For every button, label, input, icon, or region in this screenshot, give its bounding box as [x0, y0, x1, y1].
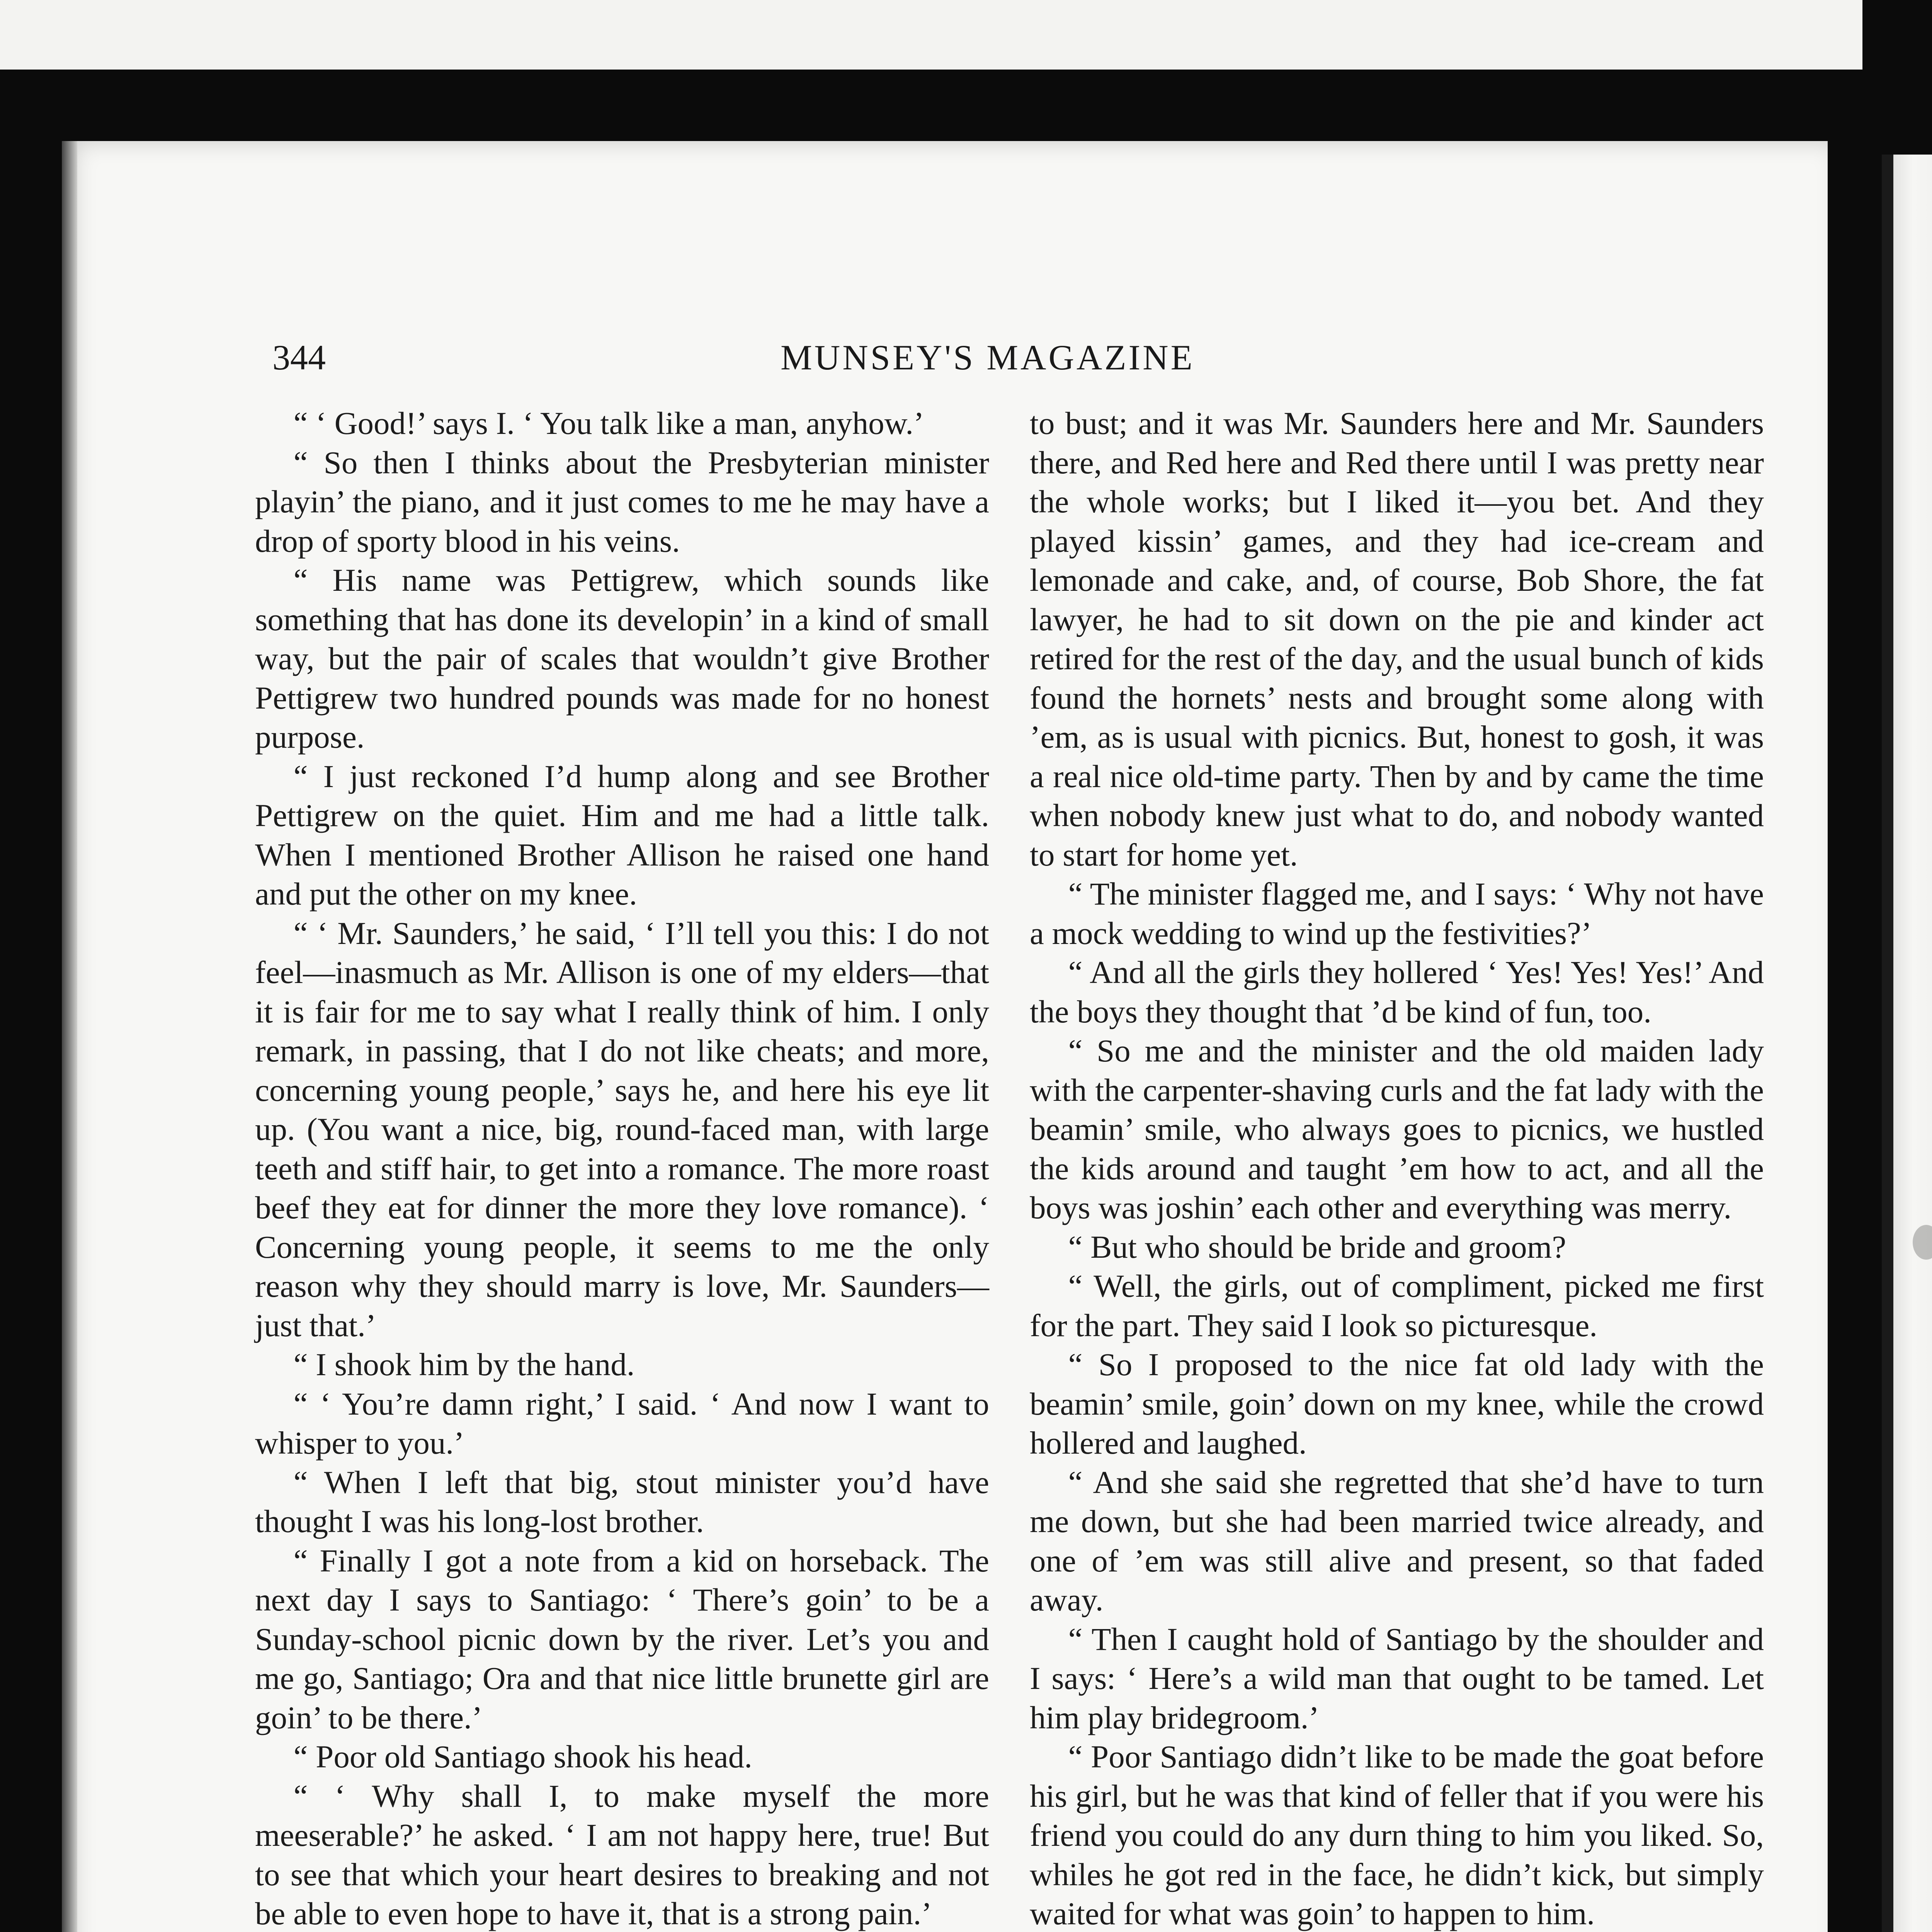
paragraph: “ ‘ Good!’ says I. ‘ You talk like a man, anyhow.’	[293, 405, 924, 441]
magazine-title: MUNSEY'S MAGAZINE	[781, 338, 1195, 377]
paragraph: “ So me and the minister and the old maiden lady with the carpenter-shaving curls and the fat lady with the beamin’ smile, who always goes to picnics, we hustled the kids around and taught ’em how to act, and all the boys was joshin’ each other and everything was merry.	[1030, 1033, 1764, 1225]
right-page-edge	[1882, 155, 1932, 1932]
paragraph: “ I shook him by the hand.	[293, 1347, 635, 1382]
paragraph: “ So I proposed to the nice fat old lady with the beamin’ smile, goin’ down on my knee, while the crowd hollered and laughed.	[1030, 1347, 1764, 1461]
paragraph: “ And she said she regretted that she’d have to turn me down, but she had been married twice already, and one of ’em was still alive and present, so that faded away.	[1030, 1464, 1764, 1617]
paragraph: to bust; and it was Mr. Saunders here and Mr. Saunders there, and Red here and Red there until I was pretty near the whole works; but I liked it—you bet. And they played kissin’ games, and they had ice-cream and lemonade and cake, and, of course, Bob Shore, the fat lawyer, he had to sit down on the pie and kinder act retired for the rest of the day, and the usual bunch of kids found the hornets’ nests and brought some along with ’em, as is usual with picnics. But, honest to gosh, it was a real nice old-time party. Then by and by came the time when nobody knew just what to do, and nobody wanted to start for home yet.	[1030, 405, 1764, 872]
adjacent-page-strip	[0, 0, 1862, 70]
paragraph: “ And all the girls they hollered ‘ Yes! Yes! Yes!’ And the boys they thought that ’d be kind of fun, too.	[1030, 954, 1764, 1029]
paragraph: “ ‘ Mr. Saunders,’ he said, ‘ I’ll tell you this: I do not feel—inasmuch as Mr. Allison is one of my elders—that it is fair for me to say what I really think of him. I only remark, in passing, that I do not like cheats; and more, concerning young people,’ says he, and here his eye lit up. (You want a nice, big, round-faced man, with large teeth and stiff hair, to get into a romance. The more roast beef they eat for dinner the more they love romance). ‘ Concerning young people, it seems to me the only reason why they should marry is love, Mr. Saunders—just that.’	[255, 915, 989, 1343]
paragraph: “ Well, the girls, out of compliment, picked me first for the part. They said I look so picturesque.	[1030, 1268, 1764, 1343]
paragraph: “ His name was Pettigrew, which sounds like something that has done its developin’ in a kind of small way, but the pair of scales that wouldn’t give Brother Pettigrew two hundred pounds was made for no honest purpose.	[255, 562, 989, 755]
paragraph: “ I just reckoned I’d hump along and see Brother Pettigrew on the quiet. Him and me had a little talk. When I mentioned Brother Allison he raised one hand and put the other on my knee.	[255, 758, 989, 912]
paragraph: “ Poor Santiago didn’t like to be made the goat before his girl, but he was that kind of feller that if you were his friend you could do any durn thing to him you liked. So, whiles he got red in the face, he didn’t kick, but simply waited for what was goin’ to happen to him.	[1030, 1739, 1764, 1931]
paragraph: “ But who should be bride and groom?	[1068, 1229, 1566, 1265]
page-number: 344	[272, 338, 326, 377]
paragraph: “ Poor old Santiago shook his head.	[293, 1739, 752, 1774]
paragraph: “ The minister flagged me, and I says: ‘ Why not have a mock wedding to wind up the festivities?’	[1030, 876, 1764, 951]
paragraph: “ Then I caught hold of Santiago by the shoulder and I says: ‘ Here’s a wild man that ought to be tamed. Let him play bridegroom.’	[1030, 1621, 1764, 1735]
paragraph: “ So then I thinks about the Presbyterian minister playin’ the piano, and it just comes to me he may have a drop of sporty blood in his veins.	[255, 444, 989, 559]
running-head	[62, 319, 1828, 396]
magazine-page	[62, 141, 1828, 1932]
text-column-right	[1030, 404, 1764, 1932]
paragraph: “ ‘ Why shall I, to make myself the more meeserable?’ he asked. ‘ I am not happy here, true! But to see that which your heart desires to breaking and not be able to even hope to have it, that is a strong pain.’	[255, 1778, 989, 1931]
paragraph: “ When I left that big, stout minister you’d have thought I was his long-lost brother.	[255, 1464, 989, 1539]
text-column-left	[255, 404, 989, 1932]
paragraph: “ ‘ You’re damn right,’ I said. ‘ And now I want to whisper to you.’	[255, 1386, 989, 1461]
paragraph: “ Finally I got a note from a kid on horseback. The next day I says to Santiago: ‘ There’s goin’ to be a Sunday-school picnic down by the river. Let’s you and me go, Santiago; Ora and that nice little brunette girl are goin’ to be there.’	[255, 1543, 989, 1735]
